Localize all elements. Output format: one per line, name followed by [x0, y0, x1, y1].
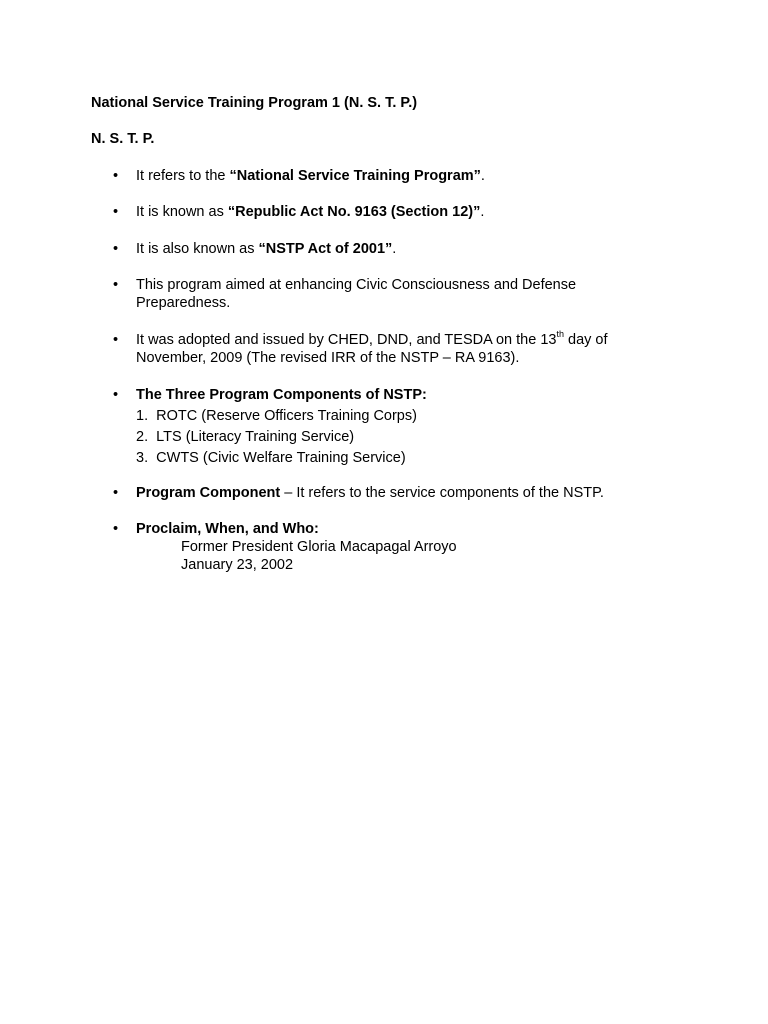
bullet-item — [113, 484, 653, 502]
proclaim-heading: Proclaim, When, and Who: — [136, 521, 319, 537]
bullet-icon: • — [113, 168, 119, 184]
bold-term: “Republic Act No. 9163 (Section 12)” — [227, 204, 481, 220]
proclaim-who: Former President Gloria Macapagal Arroyo — [181, 539, 457, 555]
superscript: th — [556, 329, 564, 340]
list-item — [136, 427, 653, 448]
proclaim-section — [113, 520, 653, 574]
bullet-text: It is known as “Republic Act No. 9163 (Section 12)”. — [136, 204, 485, 220]
bullet-text: It is also known as “NSTP Act of 2001”. — [136, 241, 397, 257]
list-item — [136, 448, 653, 469]
bullet-icon: • — [113, 204, 119, 220]
bullet-item — [113, 331, 638, 367]
list-text: LTS (Literacy Training Service) — [156, 429, 355, 445]
list-text: ROTC (Reserve Officers Training Corps) — [156, 408, 417, 424]
components-list — [136, 406, 653, 469]
bullet-icon: • — [113, 521, 119, 537]
list-number: 2. — [136, 429, 149, 445]
list-number: 3. — [136, 450, 149, 466]
list-text: CWTS (Civic Welfare Training Service) — [156, 450, 406, 466]
proclaim-date: January 23, 2002 — [181, 557, 294, 573]
bullet-text: Program Component – It refers to the service components of the NSTP. — [136, 485, 604, 501]
bullet-item — [113, 203, 653, 221]
bullet-text: It was adopted and issued by CHED, DND, and TESDA on the 13th day of November, 2009 (The revised IRR of the NSTP – RA 9163). — [136, 329, 608, 366]
document-title: National Service Training Program 1 (N. S. T. P.) — [91, 95, 418, 111]
bold-term: “National Service Training Program” — [229, 168, 481, 184]
bullet-icon: • — [113, 387, 119, 403]
components-heading: The Three Program Components of NSTP: — [136, 387, 427, 403]
bullet-text: This program aimed at enhancing Civic Consciousness and Defense Preparedness. — [136, 277, 577, 311]
bold-term: “NSTP Act of 2001” — [258, 241, 393, 257]
bullet-text: It refers to the “National Service Training Program”. — [136, 168, 485, 184]
bullet-icon: • — [113, 277, 119, 293]
bullet-item — [113, 240, 653, 258]
bullet-icon: • — [113, 241, 119, 257]
bullet-item — [113, 276, 613, 312]
bold-term: Program Component — [136, 485, 281, 501]
bullet-icon: • — [113, 485, 119, 501]
section-heading: N. S. T. P. — [91, 131, 155, 147]
bullet-item — [113, 167, 653, 185]
bullet-icon: • — [113, 332, 119, 348]
list-item — [136, 406, 653, 427]
list-number: 1. — [136, 408, 149, 424]
components-section — [113, 386, 653, 469]
